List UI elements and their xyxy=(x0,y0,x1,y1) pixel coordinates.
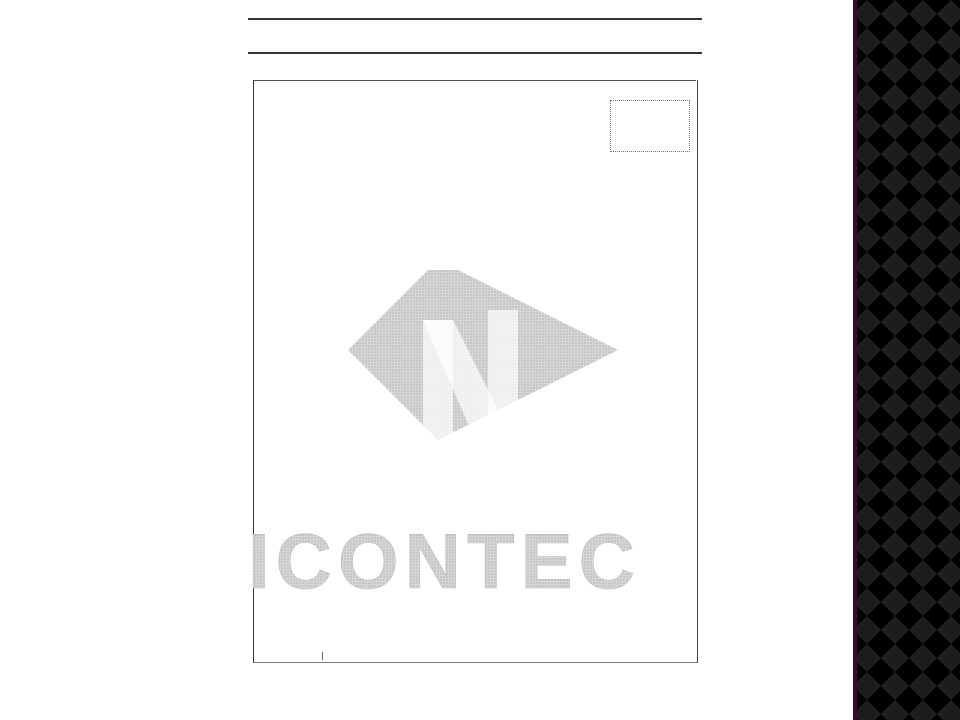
photo-placeholder xyxy=(610,100,690,152)
icontec-logo-icon xyxy=(348,270,618,470)
diamond-pattern-icon xyxy=(853,0,960,720)
decorative-band xyxy=(853,0,960,720)
scan-mark xyxy=(322,652,323,660)
decorative-band-edge xyxy=(853,0,857,720)
header-bottom-rule xyxy=(248,52,702,54)
header-top-rule xyxy=(248,18,702,20)
icontec-watermark xyxy=(248,270,718,630)
icontec-watermark-text: ICONTEC xyxy=(248,517,641,605)
